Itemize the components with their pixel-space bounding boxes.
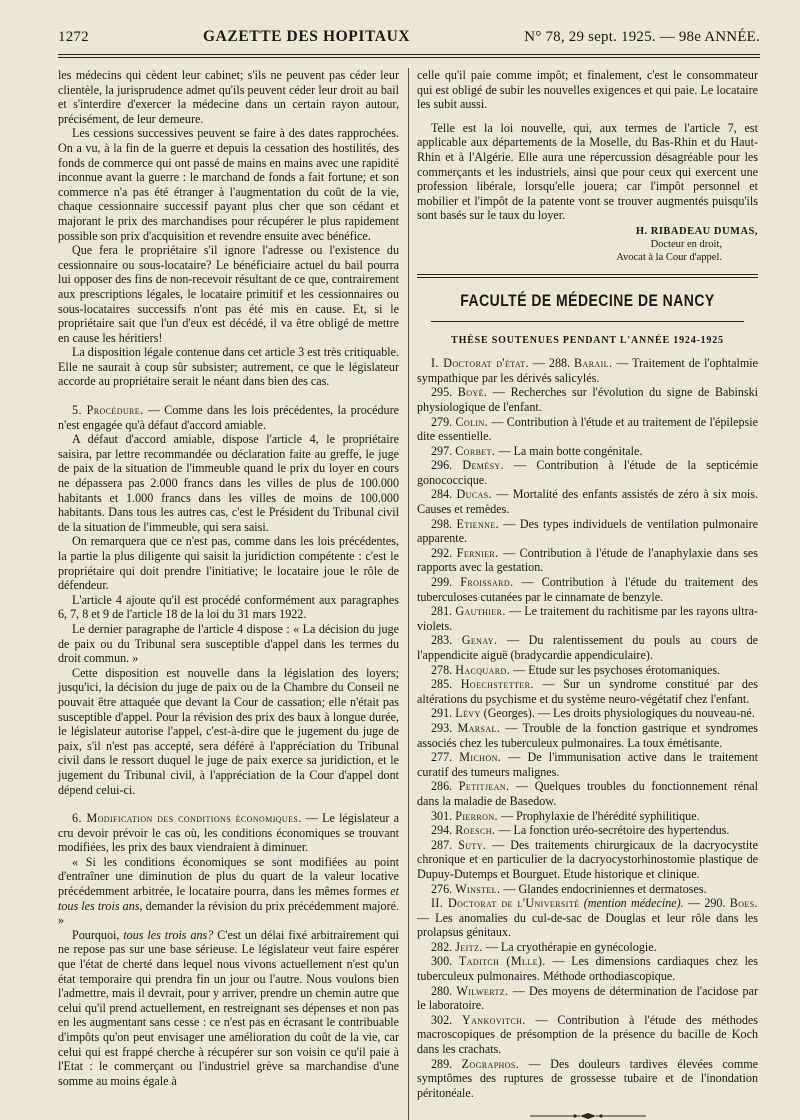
thesis-title: — Trouble de la fonction gastrique et syndromes associés chez les tuberculeux pulmonaires. La toux émétisante. [417, 720, 758, 750]
thesis-title: — Glandes endocriniennes et dermatoses. [500, 881, 707, 896]
theses-heading: THÈSE SOUTENUES PENDANT L'ANNÉE 1924-1925 [451, 334, 724, 346]
thesis-number: 296. [431, 458, 453, 473]
thesis-title: — Mortalité des enfants assistés de zéro à six mois. Causes et remèdes. [417, 487, 759, 517]
thesis-number: 290. [704, 896, 726, 911]
thesis-entry [417, 444, 758, 459]
thesis-list-university [417, 940, 758, 1101]
section-mention: (mention médecine). [583, 896, 684, 911]
thesis-author: Boes. [729, 896, 758, 911]
page-header [58, 28, 760, 52]
columns [58, 68, 760, 1120]
thesis-entry [417, 779, 758, 808]
thesis-author: Genay. [461, 633, 498, 648]
thesis-entry [417, 984, 758, 1013]
thesis-author: Lévy [455, 706, 481, 721]
paragraph: L'article 4 ajoute qu'il est procédé conformément aux paragraphes 6, 7, 8 et 9 de l'article 18 de la loi du 31 mars 1922. [58, 592, 399, 622]
paragraph: A défaut d'accord amiable, dispose l'article 4, le propriétaire saisira, par lettre recommandée ou déclaration faite au greffe, le juge de paix de la situation de l'immeuble quand le prix du loyer en cours ne dépassera pas 2.000 francs dans les villes de plus de 100.000 habitants et 1.000 francs dans les villes de moins de 100.000 habitants. Dans tous les autres cas, c'est le Président du Tribunal civil de la situation de l'immeuble, qui sera saisi. [58, 432, 399, 534]
thesis-number: 284. [431, 487, 453, 502]
thesis-author: Suty. [458, 837, 487, 852]
italic-run: tous les trois ans? [123, 927, 214, 942]
author-signature [417, 225, 758, 264]
thesis-entry [417, 633, 758, 662]
thesis-author: Demésy. [462, 458, 505, 473]
text-run: C'est un délai fixé arbitrairement qui ne repose pas sur une base sérieuse. Le législateur veut faire espérer que l'état de cherté dans lequel nous vivons actuellement n'est qu'un état temporaire qui prendra fin un jour ou l'autre. Nous voulons bien l'admettre, mais il devrait, pour y arriver, prendre un chemin autre que celui qu'il prend actuellement, en restreignant ses dépenses et non pas en les augmentant sans cesse : ce n'est pas en écrasant le contribuable d'impôts qu'on peut envisager une amélioration du coût de la vie, car celui qui est frappé cherche à récupérer sur son voisin ce qu'il paie à l'Etat : le commerçant ou l'industriel grève sa marchandise d'une somme au moins égale à [58, 927, 399, 1088]
thesis-number: 280. [431, 983, 453, 998]
thesis-author: Zographos. [461, 1056, 520, 1071]
thesis-entry [417, 823, 758, 838]
thesis-entry [417, 385, 758, 414]
section-text: — Le législateur a cru devoir prévoir le cas où, les conditions économiques se trouvant modifiées, les prix des baux viendraient à diminuer. [58, 811, 399, 855]
thesis-entry: II. Doctorat de l'Université (mention médecine). — 290. Boes. — Les anomalies du cul-de-sac de Douglas et leur rôle dans les prolapsus génitaux. [417, 896, 758, 940]
thesis-entry [417, 1013, 758, 1057]
thesis-number: 286. [431, 779, 453, 794]
thesis-entry [417, 487, 758, 516]
thesis-entry [417, 750, 758, 779]
thesis-entry [417, 517, 758, 546]
thesis-number: 281. [431, 604, 453, 619]
thesis-number: 291. [431, 706, 453, 721]
thesis-number: 300. [431, 954, 453, 969]
thesis-entry [417, 663, 758, 678]
thesis-number: 276. [431, 881, 453, 896]
section-procedure [58, 403, 399, 432]
section-label: I. Doctorat d'état. [431, 356, 529, 371]
thesis-title: — Du ralentissement du pouls au cours de l'appendicite aiguë (bradycardie appendiculaire). [417, 633, 758, 662]
thesis-entry [417, 1057, 758, 1101]
thesis-title: (Georges). — Les droits physiologiques du nouveau-né. [480, 706, 755, 721]
author-name: H. RIBADEAU DUMAS, [635, 225, 758, 237]
thesis-number: 289. [431, 1056, 453, 1071]
section-rule-thin [417, 277, 758, 278]
thesis-entry [417, 838, 758, 882]
thesis-title: — Contribution à l'étude et au traitement de l'épilepsie dite essentielle. [417, 414, 758, 444]
thesis-number: 293. [431, 720, 453, 735]
text-run: « Si les conditions économiques se sont modifiées au point d'entraîner une diminution de plus du quart de la valeur locative précédemment arbitrée, le locataire pourra, dans les mêmes formes [58, 854, 399, 899]
paragraph: Que fera le propriétaire s'il ignore l'adresse ou l'existence du cessionnaire ou sous-locataire? Le bénéficiaire actuel du bail pourra lui opposer des fins de non-recevoir résultant de ce que, contrairement aux prescriptions légales, le locataire primitif et les cessionnaires ou sous-locataires successifs n'ont pas été mis en cause. Et, si le propriétaire sait que l'un d'eux est décédé, il va être obligé de mettre en cause les héritiers! [58, 243, 399, 345]
thesis-number: 297. [431, 443, 453, 458]
thesis-title: — Les dimensions cardiaques chez les tuberculeux pulmonaires. Méthode orthodiascopique. [417, 954, 758, 984]
italic-run: et tous les trois ans [58, 884, 399, 913]
paragraph: On remarquera que ce n'est pas, comme dans les lois précédentes, la partie la plus diligente qui saisit la juridiction compétente : c'est le propriétaire qui doit prendre l'initiative; le locataire joue le rôle de défendeur. [58, 534, 399, 593]
thesis-title: — Des traitements chirurgicaux de la dacryocystite chronique et en particulier de la dacryocystorhinostomie plastique de Dupuy-Dutemps et Bourguet. Etude historique et clinique. [417, 837, 758, 881]
thesis-title: — Des moyens de détermination de l'acidose par le laboratoire. [417, 983, 759, 1013]
section-text: — Comme dans les lois précédentes, la procédure n'est engagée qu'à défaut d'accord amiable. [58, 403, 399, 432]
thesis-author: Pierron. [455, 808, 498, 823]
header-rule-thin [58, 57, 760, 58]
paragraph [58, 928, 399, 1089]
thesis-entry [417, 546, 758, 575]
thesis-entry [417, 677, 758, 706]
section-heading: 6. Modification des conditions économiques. [72, 811, 302, 826]
paragraph: Telle est la loi nouvelle, qui, aux termes de l'article 7, est applicable aux départements de la Moselle, du Bas-Rhin et du Haut-Rhin et à l'Algérie. Elle aura une répercussion désagréable pour les commerçants et les industriels, ainsi que pour ceux qui exercent une profession libérale, lorsqu'elle jouera; car l'impôt personnel et mobilier et l'impôt de la patente vont se trouver augmentés puisqu'ils sont basés sur le taux du loyer. [417, 120, 758, 223]
thesis-author: Hacquard. [455, 662, 511, 677]
thesis-number: 295. [431, 385, 453, 400]
thesis-author: Jeitz. [455, 939, 483, 954]
thesis-number: 277. [431, 750, 453, 765]
thesis-entry [417, 415, 758, 444]
paragraph: Les cessions successives peuvent se faire à des dates rapprochées. On a vu, à la fin de la guerre et depuis la cessation des hostilités, des fonds de commerce qui ont passé de mains en mains avec une rapidité inconnue avant la guerre : le marchand de fonds a fait fortune; et son commerce n'a pas été étranger à l'augmentation du coût de la vie, chaque cessionnaire successif payant plus cher que son cédant et majorant le prix des marchandises pour récupérer le plus rapidement possible son prix d'acquisition et revendre ensuite avec bénéfice. [58, 126, 399, 243]
thesis-number: 282. [431, 939, 453, 954]
thesis-entry [417, 809, 758, 824]
thesis-author: Corbet. [455, 443, 496, 458]
paragraph: Cette disposition est nouvelle dans la législation des loyers; jusqu'ici, la décision du juge de paix ou de la Chambre du Conseil ne pouvait être attaquée que devant la Cour de cassation; elle n'était pas susceptible d'appel. Pour la révision des prix des baux à longue durée, le législateur autorise l'appel, c'est-à-dire que le jugement du juge de paix, s'il n'est pas accepté, sera déféré à l'appréciation du Tribunal civil dans le ressort duquel le juge de paix exerce sa juridiction, et le jugement du Tribunal civil, à l'appréciation de la Cour d'appel dont dépend celui-ci. [58, 665, 399, 797]
thesis-title: — Prophylaxie de l'hérédité syphilitique. [497, 808, 700, 823]
author-role: Avocat à la Cour d'appel. [616, 251, 722, 263]
thesis-number: 302. [431, 1012, 453, 1027]
thesis-title: — Quelques troubles du fonctionnement rénal dans la maladie de Basedow. [417, 779, 758, 808]
thesis-author: Marsal. [457, 720, 501, 735]
thesis-author: Wilwertz. [456, 983, 509, 998]
thesis-author: Hoechstetter. [460, 677, 534, 692]
paragraph: Le dernier paragraphe de l'article 4 dispose : « La décision du juge de paix ou du Tribunal sera susceptible d'appel dans les termes du droit commun. » [58, 621, 399, 666]
section-label: II. Doctorat de l'Université [431, 896, 580, 911]
thesis-title: — Traitement de l'ophtalmie sympathique par les dérivés salicylés. [417, 356, 758, 385]
thesis-title: — Contribution à l'étude des méthodes macroscopiques de présomption de la présence du bacille de Koch dans les crachats. [417, 1012, 758, 1057]
thesis-entry [417, 882, 758, 897]
thesis-author: Froissard. [460, 575, 514, 590]
thesis-title: — De l'immunisation active dans le traitement curatif des tumeurs malignes. [417, 750, 758, 779]
thesis-title: — Contribution à l'étude de l'anaphylaxie dans ses rapports avec la gestation. [417, 545, 758, 575]
thesis-entry [417, 721, 758, 750]
thesis-title: — Le traitement du rachitisme par les rayons ultra-violets. [417, 604, 758, 633]
thesis-title: — La main botte congénitale. [495, 443, 643, 458]
thesis-author: Taditch (Mlle). [458, 954, 546, 969]
thesis-number: 279. [431, 414, 453, 429]
thesis-author: Gauthier. [455, 604, 506, 619]
author-title: Docteur en droit, [650, 238, 722, 250]
header-rule [58, 54, 760, 55]
page-number: 1272 [58, 29, 89, 45]
thesis-number: 299. [431, 575, 453, 590]
thesis-title: — La cryothérapie en gynécologie. [482, 939, 657, 954]
thesis-title: — Des types individuels de ventilation pulmonaire apparente. [417, 516, 758, 546]
thesis-title: — Contribution à l'étude de la septicémie gonococcique. [417, 458, 758, 487]
thesis-title: — Contribution à l'étude du traitement des tuberculoses cutanées par le cinnamate de benzyle. [417, 575, 758, 604]
thesis-author: Etienne. [456, 516, 500, 531]
thesis-list-state [417, 385, 758, 896]
thesis-number: 301. [431, 808, 453, 823]
thesis-title: — Les anomalies du cul-de-sac de Douglas et leur rôle dans les prolapsus génitaux. [417, 910, 758, 940]
thesis-entry [417, 706, 758, 721]
faculty-heading: FACULTÉ DE MÉDECINE DE NANCY [460, 290, 715, 310]
thesis-number: 292. [431, 545, 453, 560]
thesis-number: 294. [431, 823, 453, 838]
paragraph: La disposition légale contenue dans cet article 3 est très critiquable. Elle ne saurait à coup sûr subsister; autrement, ce que le législateur accorde au propriétaire serait le néant dans bien des cas. [58, 345, 399, 389]
thesis-author: Boyé. [457, 385, 488, 400]
thesis-author: Winstel. [455, 881, 501, 896]
paragraph: les médecins qui cèdent leur cabinet; s'ils ne peuvent pas céder leur clientèle, la jurisprudence admet qu'ils peuvent céder leur droit au bail et s'interdire d'exercer la médecine dans un certain rayon autour, précisément, de leur demeure. [58, 68, 399, 126]
quote-paragraph [58, 855, 399, 928]
section-rule [417, 274, 758, 275]
thesis-title: — Etude sur les psychoses érotomaniques. [510, 662, 721, 677]
thesis-number: 287. [431, 837, 453, 852]
issue-info: N° 78, 29 sept. 1925. — 98e ANNÉE. [524, 29, 760, 45]
thesis-entry: I. Doctorat d'état. — 288. Barail. — Traitement de l'ophtalmie sympathique par les dérivés salicylés. [417, 356, 758, 385]
text-run: , demander la révision du prix précédemment majoré. » [58, 898, 399, 928]
thesis-number: 298. [431, 516, 453, 531]
thesis-author: Barail. [574, 356, 613, 371]
left-column [58, 68, 399, 1120]
thesis-author: Roesch. [455, 823, 496, 838]
right-column [417, 68, 758, 1120]
column-divider [408, 68, 409, 1120]
thesis-number: 278. [431, 662, 453, 677]
section-heading: 5. Procédure. [72, 403, 144, 418]
thesis-entry [417, 954, 758, 983]
thesis-author: Michon. [459, 750, 502, 765]
thesis-number: 283. [431, 633, 453, 648]
paragraph: celle qu'il paie comme impôt; et finalement, c'est le consommateur qui est obligé de subir les nouvelles exigences et qui paie. Le locataire les subit aussi. [417, 68, 758, 112]
thesis-title: — Recherches sur l'évolution du signe de Babinski physiologique de l'enfant. [417, 385, 758, 414]
thesis-author: Petitjean. [458, 779, 510, 794]
thesis-title: — Des douleurs tardives élevées comme symptômes des ruptures de grossesse tubaire et de l'inondation péritonéale. [417, 1056, 758, 1100]
thesis-title: — La fonction uréo-secrétoire des hypertendus. [495, 823, 730, 838]
thesis-number: 288. [548, 356, 571, 371]
thesis-author: Ducas. [456, 487, 493, 502]
journal-title: GAZETTE DES HOPITAUX [202, 28, 411, 45]
heading-rule [431, 321, 745, 322]
thesis-author: Fernier. [456, 545, 499, 560]
thesis-title: — Sur un syndrome constitué par des altérations du psychisme et du système neuro-végétatif chez l'enfant. [417, 677, 758, 706]
thesis-entry [417, 575, 758, 604]
thesis-entry [417, 604, 758, 633]
thesis-number: 285. [431, 677, 453, 692]
thesis-entry [417, 940, 758, 955]
thesis-entry [417, 458, 758, 487]
text-run: Pourquoi, [72, 927, 124, 942]
thesis-author: Yankovitch. [461, 1012, 526, 1027]
section-economic [58, 811, 399, 855]
thesis-author: Colin. [455, 414, 489, 429]
